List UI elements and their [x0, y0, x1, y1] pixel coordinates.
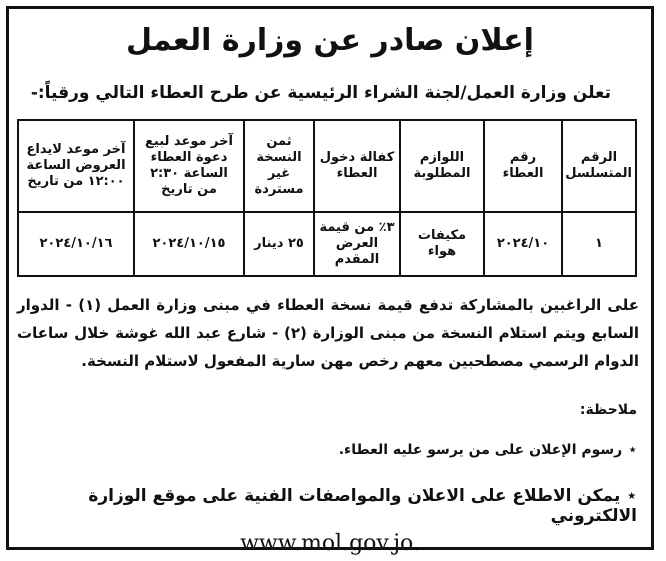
cell-sale-deadline: ٢٠٢٤/١٠/١٥ [134, 212, 244, 276]
body-paragraph: على الراغبين بالمشاركة تدفع قيمة نسخة العطاء في مبنى وزارة العمل (١) - الدوار السابع ويتم استلام النسخة من مبنى الوزارة (٢) - شارع عبد الله غوشة خلال ساعات الدوام الرسمي مصطحبين معهم رخص مهن سارية المفعول لاستلام النسخة. [17, 296, 639, 370]
cell-items: مكيفات هواء [400, 212, 484, 276]
cell-tender-no: ٢٠٢٤/١٠ [484, 212, 562, 276]
cell-guarantee: ٣٪ من قيمة العرض المقدم [314, 212, 400, 276]
header-items: اللوازم المطلوبة [400, 120, 484, 212]
note-item [9, 486, 637, 526]
note-item [339, 442, 637, 458]
cell-copy-price: ٢٥ دينار [244, 212, 314, 276]
header-tender-no: رقم العطاء [484, 120, 562, 212]
star-bullet-icon: ⋆ [626, 486, 637, 506]
notes-heading: ملاحظة: [579, 402, 637, 418]
announcement-subtitle: تعلن وزارة العمل/لجنة الشراء الرئيسية عن طرح العطاء التالي ورقياً:- [30, 83, 611, 103]
announcement-title: إعلان صادر عن وزارة العمل [126, 23, 534, 58]
announcement-frame [6, 6, 654, 556]
header-submission-deadline: آخر موعد لايداع العروض الساعة ١٢:٠٠ من تاريخ [18, 120, 134, 212]
tender-table [17, 119, 637, 277]
star-bullet-icon: ⋆ [628, 442, 637, 458]
note-text: يمكن الاطلاع على الاعلان والمواصفات الفنية على موقع الوزارة الالكتروني [88, 486, 637, 526]
header-sale-deadline: آخر موعد لبيع دعوة العطاء الساعة ٢:٣٠ من تاريخ [134, 120, 244, 212]
cell-submission-deadline: ٢٠٢٤/١٠/١٦ [18, 212, 134, 276]
website-url: www.mol.gov.jo. [240, 531, 420, 556]
cell-serial: ١ [562, 212, 636, 276]
header-copy-price: ثمن النسخة غير مستردة [244, 120, 314, 212]
header-guarantee: كفالة دخول العطاء [314, 120, 400, 212]
table-row [18, 212, 636, 276]
header-serial: الرقم المتسلسل [562, 120, 636, 212]
table-header-row [18, 120, 636, 212]
note-text: رسوم الإعلان على من يرسو عليه العطاء. [338, 442, 623, 458]
